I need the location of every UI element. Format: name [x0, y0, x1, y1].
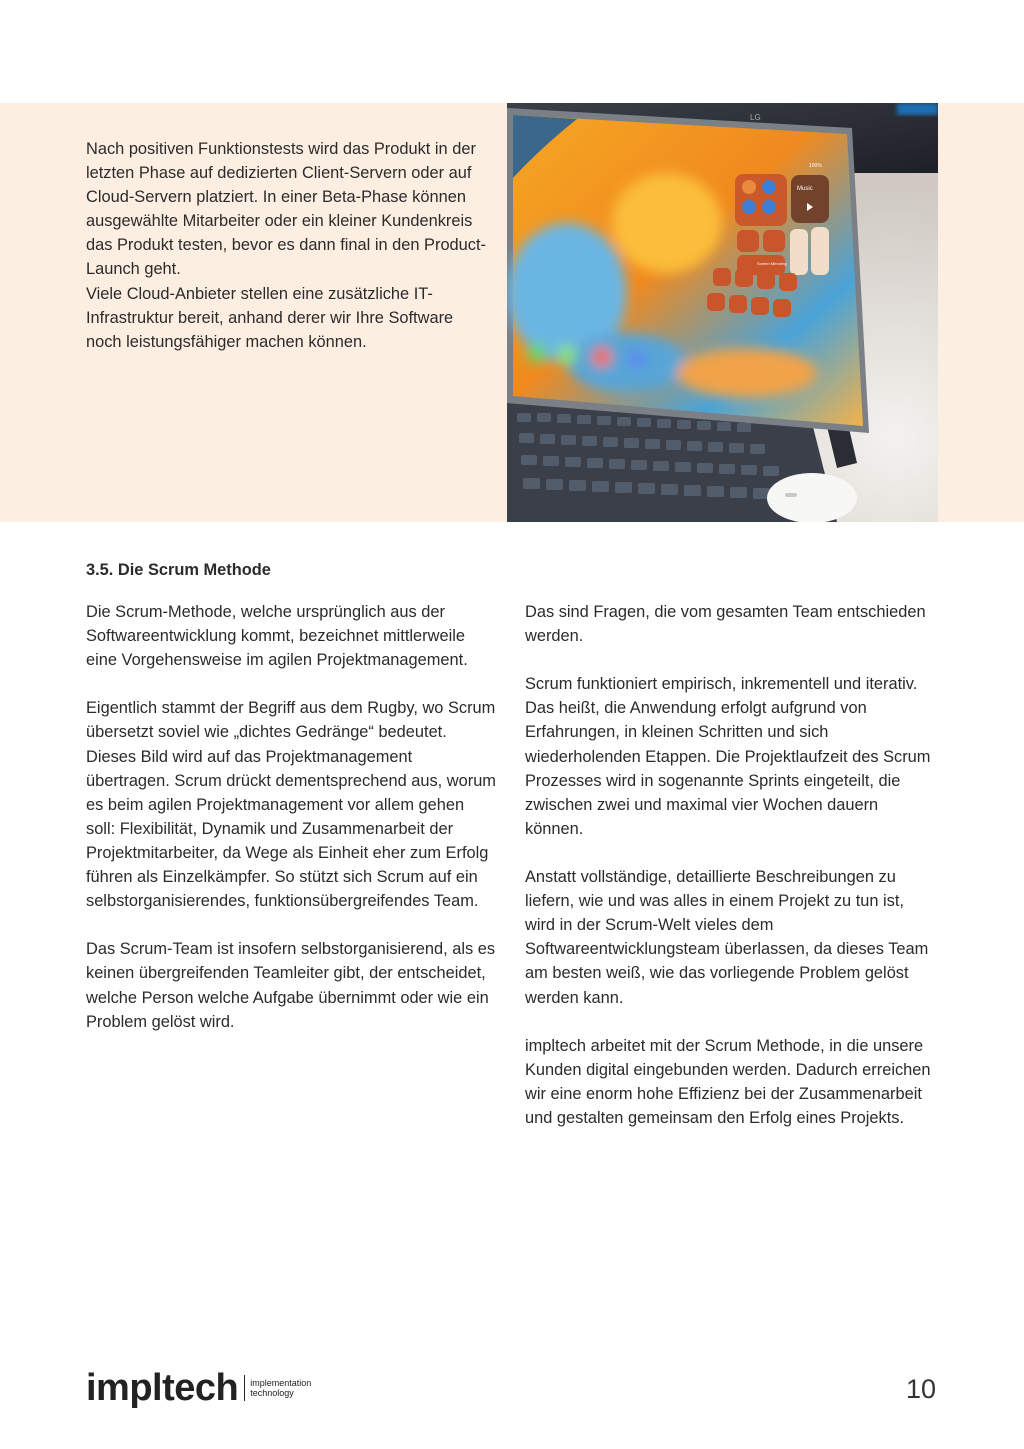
intro-text [86, 137, 486, 354]
screen-mirroring-label: Screen Mirroring [757, 261, 787, 266]
right-paragraph-3: Anstatt vollständige, detaillierte Beschreibungen zu liefern, wie und was alles in einem Projekt zu tun ist, wird in der Scrum-Welt vieles dem Softwareentwicklungsteam überlassen, da dieses Team am besten weiß, wie das vorliegende Problem gelöst werden kann. [525, 868, 929, 1007]
left-paragraph-3: Das Scrum-Team ist insofern selbstorganisierend, als es keinen übergreifenden Teamleiter gibt, der entscheidet, welche Person welche Aufgabe übernimmt oder wie ein Problem gelöst wird. [86, 940, 496, 1031]
logo-tagline-line-2: technology [250, 1388, 294, 1398]
impltech-logo [86, 1366, 311, 1410]
logo-divider [244, 1375, 245, 1401]
battery-label: 100% [809, 163, 822, 169]
right-paragraph-4: impltech arbeitet mit der Scrum Methode, in die unsere Kunden digital eingebunden werden. Dadurch erreichen wir eine enorm hohe Effizienz bei der Zusammenarbeit und gestalten gemeinsam den Erfolg eines Projekts. [525, 1036, 931, 1127]
section-heading: 3.5. Die Scrum Methode [86, 561, 271, 579]
right-paragraph-1: Das sind Fragen, die vom gesamten Team entschieden werden. [525, 603, 926, 646]
ipad-photo [507, 103, 938, 522]
logo-tagline [250, 1378, 311, 1398]
right-column [525, 600, 935, 1154]
intro-paragraph-1: Nach positiven Funktionstests wird das Produkt in der letzten Phase auf dedizierten Client-Servern oder auf Cloud-Servern platziert. In einer Beta-Phase können ausgewählte Mitarbeiter oder ein kleiner Kundenkreis das Produkt testen, bevor es dann final in den Product-Launch geht. [86, 140, 486, 279]
left-column [86, 600, 496, 1058]
page-number: 10 [905, 1374, 936, 1404]
logo-wordmark: impltech [86, 1367, 239, 1409]
right-paragraph-2: Scrum funktioniert empirisch, inkrementell und iterativ. Das heißt, die Anwendung erfolgt aufgrund von Erfahrungen, in kleinen Schritten und sich wiederholenden Etappen. Die Projektlaufzeit des Scrum Prozesses wird in sogenannte Sprints eingeteilt, die zwischen zwei und maximal vier Wochen dauern können. [525, 675, 931, 838]
monitor-brand-label: LG [750, 113, 761, 122]
left-paragraph-1: Die Scrum-Methode, welche ursprünglich aus der Softwareentwicklung kommt, bezeichnet mittlerweile eine Vorgehensweise im agilen Projektmanagement. [86, 603, 468, 670]
intro-paragraph-2: Viele Cloud-Anbieter stellen eine zusätzliche IT-Infrastruktur bereit, anhand derer wir Ihre Software noch leistungsfähiger machen können. [86, 284, 454, 351]
music-label: Music [797, 186, 813, 192]
logo-tagline-line-1: implementation [250, 1378, 312, 1388]
left-paragraph-2: Eigentlich stammt der Begriff aus dem Rugby, wo Scrum übersetzt soviel wie „dichtes Gedränge“ bedeutet. Dieses Bild wird auf das Projektmanagement übertragen. Scrum drückt dementsprechend aus, worum es beim agilen Projektmanagement vor allem gehen soll: Flexibilität, Dynamik und Zusammenarbeit der Projektmitarbeiter, da Wege als Einheit eher zum Erfolg führen als Einzelkämpfer. So stützt sich Scrum auf ein selbstorganisierendes, funktionsübergreifendes Team. [86, 699, 496, 911]
